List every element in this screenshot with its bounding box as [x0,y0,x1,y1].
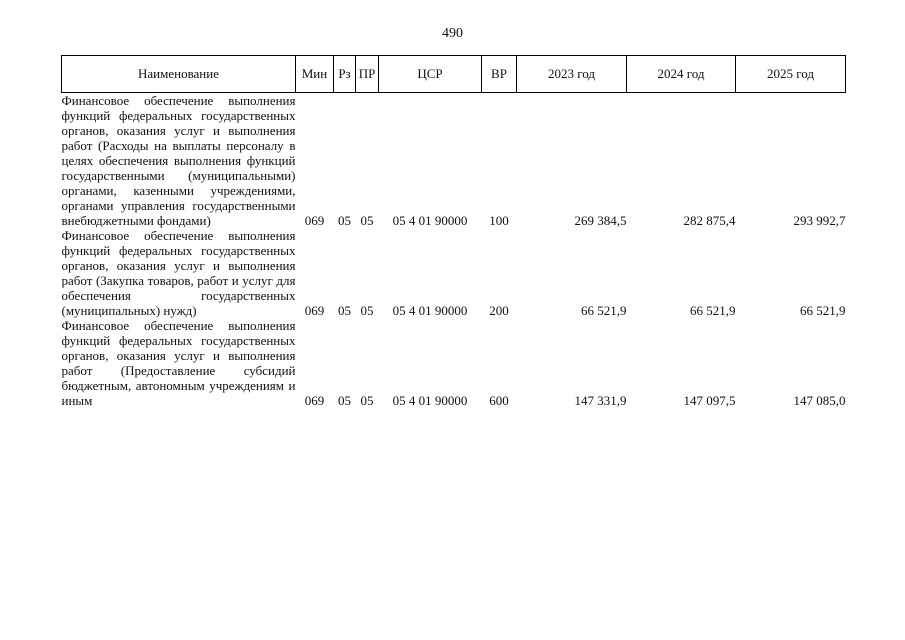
page-number: 490 [442,26,463,41]
row-name: Финансовое обеспечение выполнения функций федеральных государственных органов, оказания услуг и выполнения работ (Закупка товаров, работ и услуг для обеспечения государственных (муниципальных) нужд) [61,228,296,318]
header-rz: Рз [334,56,356,93]
row-min: 069 [304,213,325,228]
table-row [62,93,846,229]
header-min: Мин [296,56,334,93]
row-2024: 147 097,5 [683,393,736,408]
header-2023: 2023 год [517,56,627,93]
table-header-row [62,56,846,93]
table-row [62,318,846,408]
header-pr: ПР [356,56,379,93]
header-name: Наименование [62,56,296,93]
row-min: 069 [304,303,325,318]
row-pr: 05 [360,303,374,318]
header-2025: 2025 год [736,56,846,93]
table-row [62,228,846,318]
budget-table [61,55,846,408]
row-pr: 05 [360,213,374,228]
row-min: 069 [304,393,325,408]
row-2025: 147 085,0 [793,393,846,408]
row-name: Финансовое обеспечение выполнения функций федеральных государственных органов, оказания услуг и выполнения работ (Предоставление субсидий бюджетным, автономным учреждениям и иным [61,318,296,408]
row-2025: 66 521,9 [800,303,846,318]
row-name: Финансовое обеспечение выполнения функций федеральных государственных органов, оказания услуг и выполнения работ (Расходы на выплаты персоналу в целях обеспечения выполнения функций государственными (муниципальными) органами, казенными учреждениями, органами управления государственными внебюджетными фондами) [61,93,296,228]
row-vr: 600 [489,393,509,408]
row-rz: 05 [338,303,351,318]
row-2023: 66 521,9 [581,303,627,318]
header-vr: ВР [482,56,517,93]
row-2024: 282 875,4 [683,213,736,228]
row-vr: 200 [489,303,509,318]
row-2024: 66 521,9 [690,303,736,318]
header-2024: 2024 год [627,56,736,93]
row-rz: 05 [338,213,351,228]
header-csr: ЦСР [379,56,482,93]
row-2023: 269 384,5 [574,213,627,228]
row-pr: 05 [360,393,374,408]
row-vr: 100 [489,213,509,228]
row-2025: 293 992,7 [793,213,846,228]
row-rz: 05 [338,393,351,408]
row-2023: 147 331,9 [574,393,627,408]
row-csr: 05 4 01 90000 [392,393,468,408]
row-csr: 05 4 01 90000 [392,213,468,228]
row-csr: 05 4 01 90000 [392,303,468,318]
